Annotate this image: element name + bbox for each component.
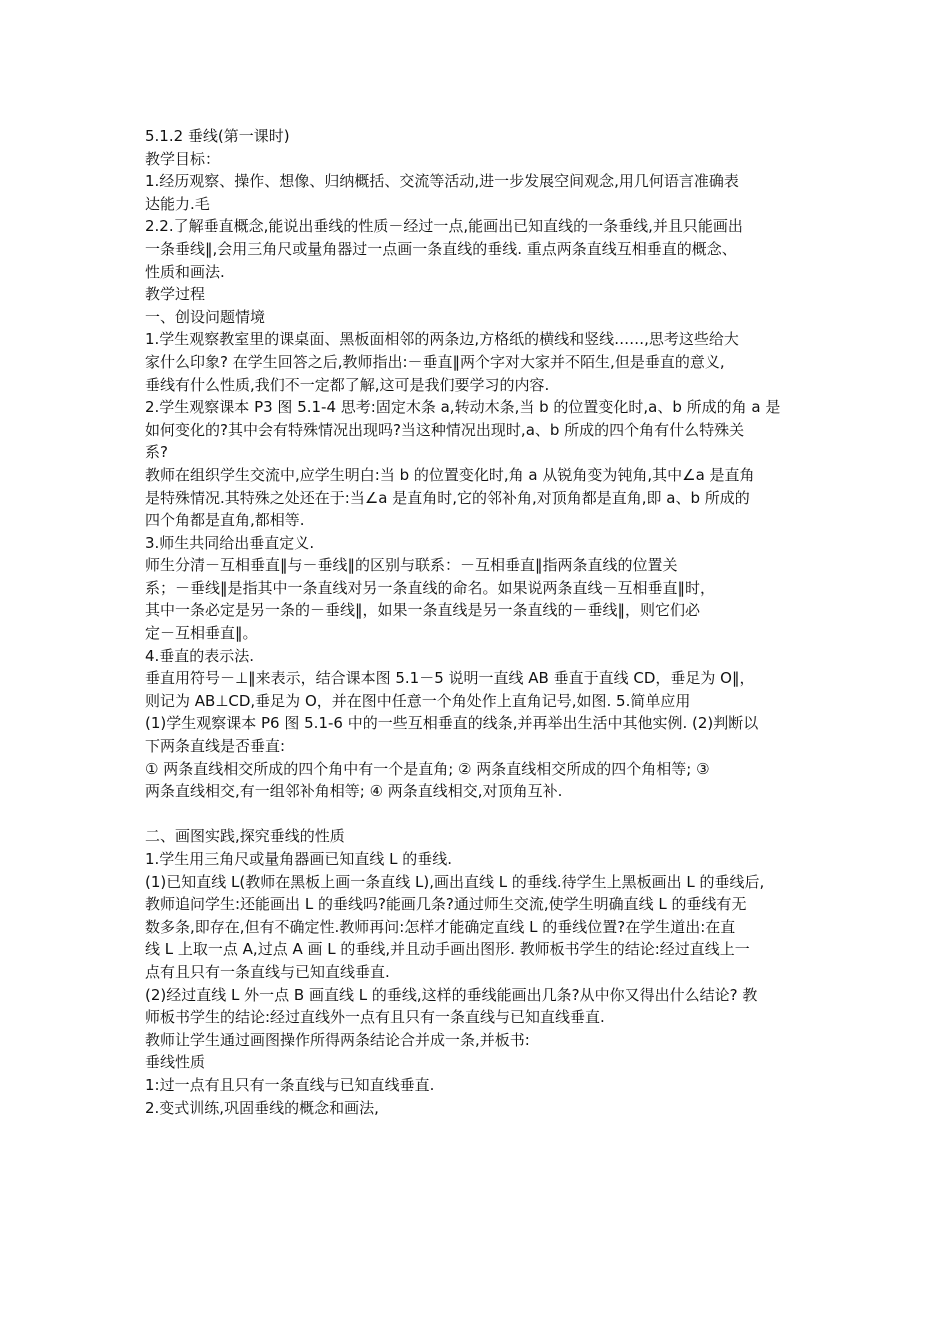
- text-line: 家什么印象? 在学生回答之后,教师指出:－垂直‖两个字对大家并不陌生,但是垂直的意义,: [145, 352, 725, 371]
- text-line: 定－互相垂直‖。: [145, 624, 258, 643]
- blank-line: [145, 803, 825, 826]
- text-line: 垂直用符号－⊥‖来表示，结合课本图 5.1－5 说明一直线 AB 垂直于直线 CD，垂足为 O‖，: [145, 669, 755, 688]
- text-line: 教师让学生通过画图操作所得两条结论合并成一条,并板书:: [145, 1030, 530, 1049]
- document-title: 5.1.2 垂线(第一课时): [145, 127, 290, 145]
- text-line: ① 两条直线相交所成的四个角中有一个是直角; ② 两条直线相交所成的四个角相等; ③: [145, 759, 710, 778]
- text-line: 2.变式训练,巩固垂线的概念和画法,: [145, 1098, 379, 1117]
- text-line: 4.垂直的表示法.: [145, 646, 255, 665]
- text-line: 教师在组织学生交流中,应学生明白:当 b 的位置变化时,角 a 从锐角变为钝角,其中∠a 是直角: [145, 465, 755, 484]
- text-line: 是特殊情况.其特殊之处还在于:当∠a 是直角时,它的邻补角,对顶角都是直角,即 a、b 所成的: [145, 488, 750, 507]
- text-line: 两条直线相交,有一组邻补角相等; ④ 两条直线相交,对顶角互补.: [145, 782, 563, 801]
- text-line: 教师追问学生:还能画出 L 的垂线吗?能画几条?通过师生交流,使学生明确直线 L 的垂线有无: [145, 895, 747, 914]
- text-line: 其中一条必定是另一条的－垂线‖，如果一条直线是另一条直线的－垂线‖，则它们必: [145, 601, 701, 620]
- text-line: 2.2.了解垂直概念,能说出垂线的性质－经过一点,能画出已知直线的一条垂线,并且只能画出: [145, 217, 743, 236]
- section-heading: 一、创设问题情境: [145, 307, 266, 326]
- text-line: 垂线有什么性质,我们不一定都了解,这可是我们要学习的内容.: [145, 375, 550, 394]
- text-line: 线 L 上取一点 A,过点 A 画 L 的垂线,并且动手画出图形. 教师板书学生的结论:经过直线上一: [145, 940, 750, 959]
- document-body: [145, 125, 825, 1119]
- text-line: 数多条,即存在,但有不确定性.教师再问:怎样才能确定直线 L 的垂线位置?在学生道出:在直: [145, 917, 736, 936]
- text-line: 点有且只有一条直线与已知直线垂直.: [145, 962, 390, 981]
- section-heading: 教学过程: [145, 285, 206, 304]
- text-line: 下两条直线是否垂直:: [145, 737, 286, 756]
- section-heading: 二、画图实践,探究垂线的性质: [145, 827, 345, 846]
- text-line: 如何变化的?其中会有特殊情况出现吗?当这种情况出现时,a、b 所成的四个角有什么特殊关: [145, 420, 745, 439]
- text-line: 1.学生观察教室里的课桌面、黑板面相邻的两条边,方格纸的横线和竖线……,思考这些给大: [145, 330, 739, 349]
- section-heading: 垂线性质: [145, 1053, 206, 1072]
- text-line: 师板书学生的结论:经过直线外一点有且只有一条直线与已知直线垂直.: [145, 1008, 605, 1027]
- text-line: (1)学生观察课本 P6 图 5.1-6 中的一些互相垂直的线条,并再举出生活中其他实例. (2)判断以: [145, 714, 759, 733]
- text-line: 一条垂线‖,会用三角尺或量角器过一点画一条直线的垂线. 重点两条直线互相垂直的概念、: [145, 239, 737, 258]
- text-line: (2)经过直线 L 外一点 B 画直线 L 的垂线,这样的垂线能画出几条?从中你又得出什么结论? 教: [145, 985, 758, 1004]
- text-line: 1.经历观察、操作、想像、归纳概括、交流等活动,进一步发展空间观念,用几何语言准确表: [145, 172, 739, 191]
- text-line: 2.学生观察课本 P3 图 5.1-4 思考:固定木条 a,转动木条,当 b 的位置变化时,a、b 所成的角 a 是: [145, 398, 781, 417]
- text-line: 四个角都是直角,都相等.: [145, 511, 305, 530]
- text-line: 达能力.毛: [145, 194, 210, 213]
- text-line: 系?: [145, 443, 168, 462]
- text-line: 师生分清－互相垂直‖与－垂线‖的区别与联系：－互相垂直‖指两条直线的位置关: [145, 556, 678, 575]
- text-line: 1:过一点有且只有一条直线与已知直线垂直.: [145, 1075, 435, 1094]
- text-line: 3.师生共同给出垂直定义.: [145, 533, 315, 552]
- text-line: 1.学生用三角尺或量角器画已知直线 L 的垂线.: [145, 850, 452, 868]
- text-line: (1)已知直线 L(教师在黑板上画一条直线 L),画出直线 L 的垂线.待学生上黑板画出 L 的垂线后,: [145, 872, 765, 891]
- section-heading: 教学目标：: [145, 149, 221, 168]
- text-line: 系；－垂线‖是指其中一条直线对另一条直线的命名。如果说两条直线－互相垂直‖时，: [145, 578, 716, 597]
- text-line: 则记为 AB⊥CD,垂足为 O，并在图中任意一个角处作上直角记号,如图. 5.简单应用: [145, 691, 691, 710]
- text-line: 性质和画法.: [145, 262, 225, 281]
